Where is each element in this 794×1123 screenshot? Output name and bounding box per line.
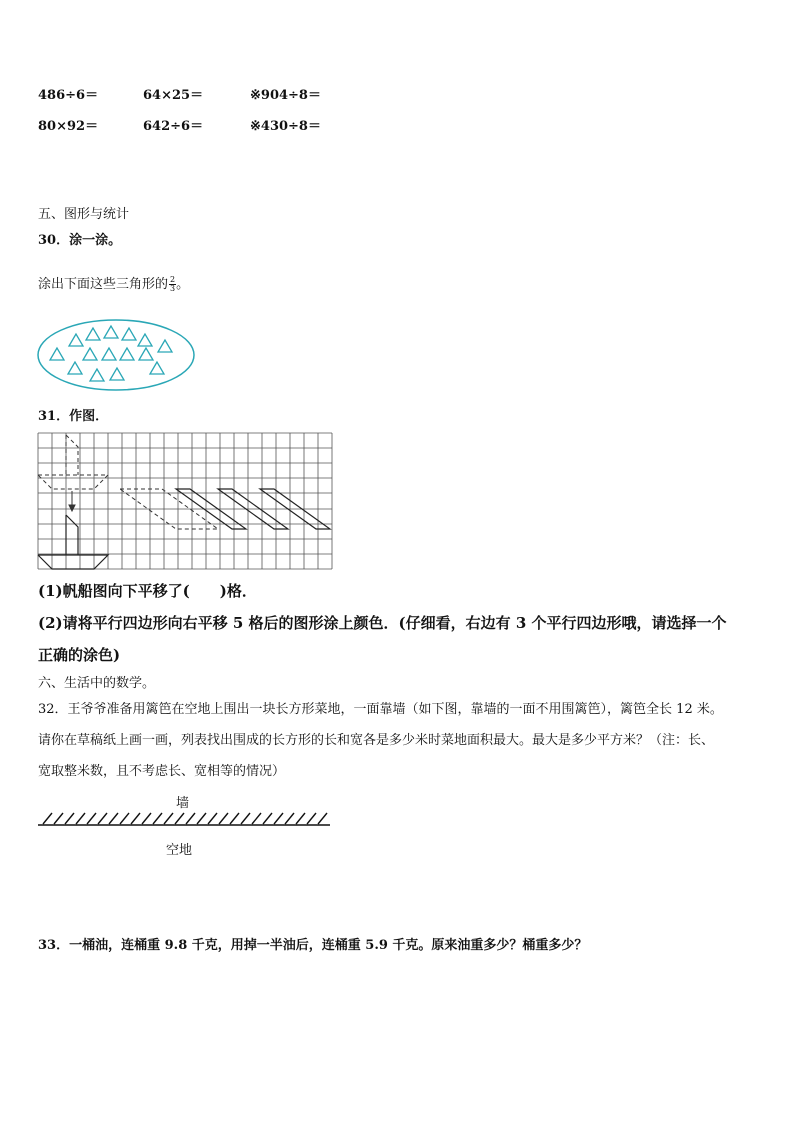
triangle xyxy=(104,326,118,338)
calc-item: ※904÷8＝ xyxy=(250,88,321,103)
hatch-mark xyxy=(54,813,63,824)
hatch-mark xyxy=(307,813,316,824)
down-arrow-icon xyxy=(69,491,75,511)
hatch-mark xyxy=(241,813,250,824)
q31-part2-line1: (2)请将平行四边形向右平移 5 格后的图形涂上颜色．(仔细看，右边有 3 个平行四边形哦，请选择一个 xyxy=(38,614,727,632)
sailboat-solid xyxy=(38,515,108,569)
hatch-mark xyxy=(43,813,52,824)
hatch-mark xyxy=(285,813,294,824)
wall-diagram xyxy=(38,810,332,828)
triangle xyxy=(120,348,134,360)
hatch-mark xyxy=(164,813,173,824)
fraction-denominator: 3 xyxy=(170,284,176,293)
q32-line2: 请你在草稿纸上画一画，列表找出围成的长方形的长和宽各是多少米时菜地面积最大。最大是多少平方米？（注：长、 xyxy=(38,733,715,748)
calc-item: 642÷6＝ xyxy=(143,119,204,134)
hatch-mark xyxy=(65,813,74,824)
hatch-mark xyxy=(87,813,96,824)
triangle xyxy=(69,334,83,346)
q31-part1: (1)帆船图向下平移了( )格． xyxy=(38,582,257,600)
hatch-mark xyxy=(208,813,217,824)
hatch-mark xyxy=(175,813,184,824)
section-title: 六、生活中的数学。 xyxy=(38,676,156,691)
sailboat-dashed xyxy=(38,435,108,489)
hatch-mark xyxy=(219,813,228,824)
triangle xyxy=(138,334,152,346)
triangle xyxy=(102,348,116,360)
calc-item: ※430÷8＝ xyxy=(250,119,321,134)
triangle xyxy=(122,328,136,340)
hatch-mark xyxy=(197,813,206,824)
hatch-mark xyxy=(131,813,140,824)
question-title: 31．作图． xyxy=(38,409,109,424)
hatch-mark xyxy=(142,813,151,824)
hatch-mark xyxy=(76,813,85,824)
q31-part2-line2: 正确的涂色) xyxy=(38,646,121,664)
hatch-mark xyxy=(153,813,162,824)
triangle xyxy=(158,340,172,352)
hatch-mark xyxy=(230,813,239,824)
ground-label: 空地 xyxy=(166,843,193,858)
triangle xyxy=(83,348,97,360)
instruction-suffix: 。 xyxy=(176,277,190,292)
instruction-text: 涂出下面这些三角形的 xyxy=(38,277,169,292)
grid-figure xyxy=(38,433,340,571)
section-title: 五、图形与统计 xyxy=(38,207,130,222)
hatch-mark xyxy=(120,813,129,824)
hatch-mark xyxy=(186,813,195,824)
calc-item: 80×92＝ xyxy=(38,119,99,134)
hatch-mark xyxy=(274,813,283,824)
q33-text: 33．一桶油，连桶重 9.8 千克，用掉一半油后，连桶重 5.9 千克。原来油重多少？桶重多少？ xyxy=(38,938,588,953)
hatch-mark xyxy=(296,813,305,824)
q32-line3: 宽取整米数，且不考虑长、宽相等的情况） xyxy=(38,764,286,779)
hatch-mark xyxy=(318,813,327,824)
calc-item: 64×25＝ xyxy=(143,88,204,103)
triangle xyxy=(139,348,153,360)
fraction-numerator: 2 xyxy=(170,275,176,284)
triangles-ellipse xyxy=(36,318,196,392)
hatch-mark xyxy=(98,813,107,824)
triangle xyxy=(50,348,64,360)
q30-instruction xyxy=(38,273,189,293)
hatch-mark xyxy=(109,813,118,824)
calc-item: 486÷6＝ xyxy=(38,88,99,103)
wall-label: 墙 xyxy=(176,796,190,811)
hatch-mark xyxy=(252,813,261,824)
triangle xyxy=(150,362,164,374)
q32-line1: 32．王爷爷准备用篱笆在空地上围出一块长方形菜地，一面靠墙（如下图，靠墙的一面不用围篱笆），篱笆全长 12 米。 xyxy=(38,702,723,717)
hatch-mark xyxy=(263,813,272,824)
triangle xyxy=(68,362,82,374)
triangle xyxy=(86,328,100,340)
triangle xyxy=(90,369,104,381)
question-title: 30．涂一涂。 xyxy=(38,233,122,248)
triangle xyxy=(110,368,124,380)
